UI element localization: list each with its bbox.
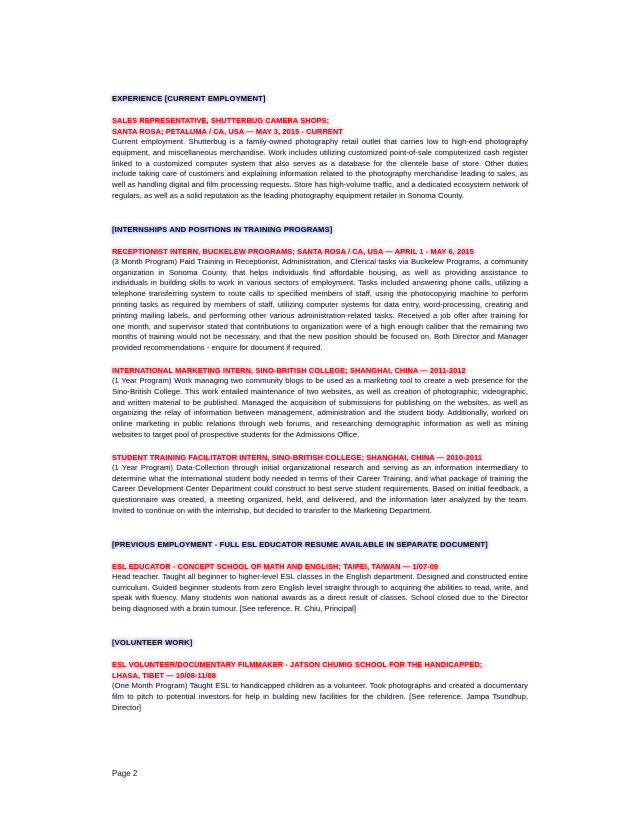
section-heading: [PREVIOUS EMPLOYMENT - FULL ESL EDUCATOR RESUME AVAILABLE IN SEPARATE DOCUMENT] [112,539,488,549]
entry-title: RECEPTIONIST INTERN, BUCKELEW PROGRAMS; SANTA ROSA / CA, USA — APRIL 1 - MAY 6, 2015 [112,246,474,256]
entry-body: (1 Year Program) Data-Collection through initial organizational research and serving as an information intermediary to determine what the international student body needed in terms of their Career Training, and what package of training the Career Development Center Department could construct to best serve student requirements. Based on initial feedback, a questionnaire was created, a meeting organized, held, and delivered, and the information later analyzed by the team. Invited to continue on with the internship, but decided to transfer to the Marketing Department. [112,462,528,515]
entry-body: Head teacher. Taught all beginner to higher-level ESL classes in the English department. Designed and constructed entire curriculum. Guided beginner students from zero English level straight through to acquiring the abilities to read, write, and speak with fluency. Many students won national awards as a direct result of classes. School closed due to the Director being diagnosed with a brain tumour. [See reference. R. Chiu, Principal] [112,571,528,614]
entry-receptionist-intern [112,246,528,354]
section-volunteer-work [112,637,528,713]
entry-title: SALES REPRESENTATIVE, SHUTTERBUG CAMERA SHOPS; [112,116,330,125]
entry-training-facilitator-intern [112,452,528,517]
section-previous-employment [112,539,528,615]
entry-body: (1 Year Program) Work managing two community blogs to be used as a marketing tool to create a web presence for the Sino-British College. This work entailed maintenance of two websites, as well as creation of photographic, videographic, and written material to be published. Managed the acquisition of submissions for publishing on the websites, as well as organizing the relay of information between management, administration and the student body. Additionally, worked on online marketing in public relations through web forums, and researching demographic information as well as mining websites to target pool of prospective students for the Admissions Office. [112,375,528,439]
entry-sales-representative [112,115,528,202]
entry-title: ESL EDUCATOR - CONCEPT SCHOOL OF MATH AND ENGLISH; TAIPEI, TAIWAN — 1/07-09 [112,561,439,571]
entry-title: INTERNATIONAL MARKETING INTERN, SINO-BRITISH COLLEGE; SHANGHAI, CHINA — 2011-2012 [112,365,466,375]
entry-title: SANTA ROSA; PETALUMA / CA, USA — MAY 3, 2015 - CURRENT [112,127,343,136]
entry-esl-educator [112,561,528,615]
entry-title: STUDENT TRAINING FACILITATOR INTERN, SINO-BRITISH COLLEGE; SHANGHAI, CHINA — 2010-2011 [112,452,483,462]
page-number: Page 2 [112,769,138,778]
entry-marketing-intern [112,365,528,441]
section-internships [112,224,528,517]
entry-esl-volunteer [112,659,528,713]
entry-body: (One Month Program) Taught ESL to handicapped children as a volunteer. Took photographs and created a documentary film to pitch to potential investors for help in building new facilities for the children. [See reference. Jampa Tsundhup, Director] [112,680,528,712]
entry-title: LHASA, TIBET — 10/08-11/08 [112,670,217,680]
section-heading: [VOLUNTEER WORK] [112,637,193,647]
section-heading: EXPERIENCE [CURRENT EMPLOYMENT] [112,94,266,103]
entry-body: Current employment. Shutterbug is a family-owned photography retail outlet that carries low to high-end photography equipment, and miscellaneous merchandise. Work includes utilizing customized point-of-sale computerized cash register linked to a customized computer system that also serves as a database for the clientele base of store. Other duties include taking care of customers and explaining information related to the photography merchandise leading to sales, as well as handling digital and film processing requests. Store has high-volume traffic, and a dedicated ecosystem network of regulars, as well as a solid reputation as the leading photography equipment retailer in Sonoma County. [112,137,528,200]
section-current-employment [112,93,528,202]
section-heading: [INTERNSHIPS AND POSITIONS IN TRAINING PROGRAMS] [112,224,333,234]
entry-body: (3 Month Program) Paid Training in Receptionist, Administration, and Clerical tasks via Buckelew Programs, a community organization in Sonoma County, that helps individuals find affordable housing, as well as providing assistance to individuals in building skills to work in various sectors of employment. Tasks included answering phone calls, utilizing a telephone transferring system to route calls to specified members of staff, using the photocopying machine to perform printing tasks as required by members of staff, utilizing computer systems for data entry, word-processing, creating and printing mailing labels, and performing other various administration-related tasks. Received a job offer after training for one month, and supervisor stated that contributions to organization were of a high enough caliber that the remaining two months of training would not be necessary, and that the new position should be focused on. Both Director and Manager provided recommendations - enquire for document if required. [112,256,528,353]
resume-content [112,93,528,713]
entry-title: ESL VOLUNTEER/DOCUMENTARY FILMMAKER - JATSON CHUMIG SCHOOL FOR THE HANDICAPPED; [112,659,483,669]
